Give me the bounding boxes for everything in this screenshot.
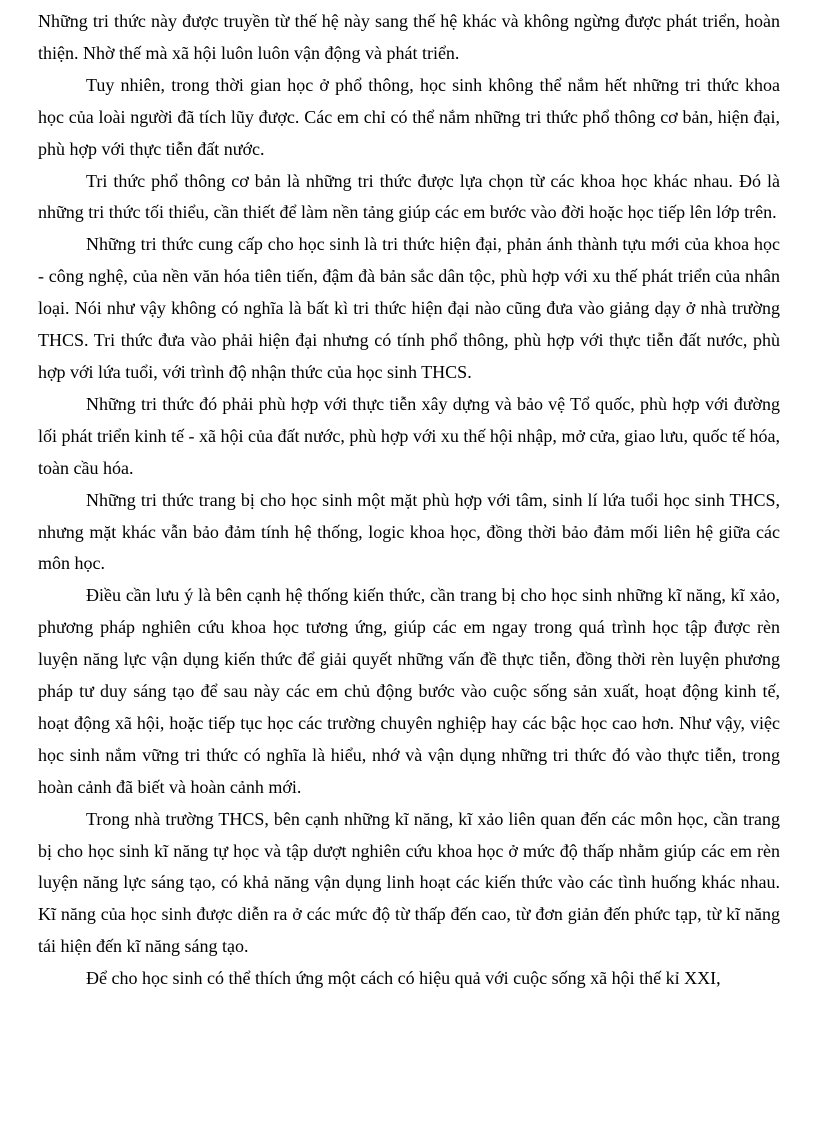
paragraph-general-knowledge: Tuy nhiên, trong thời gian học ở phổ thông, học sinh không thể nắm hết những tri thức khoa học của loài người đã tích lũy được. Các em chỉ có thể nắm những tri thức phổ thông cơ bản, hiện đại, phù hợp với thực tiễn đất nước.: [38, 74, 780, 159]
paragraph-thcs-skills: Trong nhà trường THCS, bên cạnh những kĩ năng, kĩ xảo liên quan đến các môn học, cần trang bị cho học sinh kĩ năng tự học và tập dượt nghiên cứu khoa học ở mức độ thấp nhằm giúp các em rèn luyện năng lực sáng tạo, có khả năng vận dụng linh hoạt các kiến thức vào các tình huống khác nhau. Kĩ năng của học sinh được diễn ra ở các mức độ từ thấp đến cao, từ đơn giản đến phức tạp, từ kĩ năng tái hiện đến kĩ năng sáng tạo.: [38, 808, 780, 957]
paragraph-age-appropriate: Những tri thức trang bị cho học sinh một mặt phù hợp với tâm, sinh lí lứa tuổi học sinh THCS, nhưng mặt khác vẫn bảo đảm tính hệ thống, logic khoa học, đồng thời bảo đảm mối liên hệ giữa các môn học.: [38, 489, 780, 574]
paragraph-skills: Điều cần lưu ý là bên cạnh hệ thống kiến thức, cần trang bị cho học sinh những kĩ năng, kĩ xảo, phương pháp nghiên cứu khoa học tương ứng, giúp các em ngay trong quá trình học tập được rèn luyện năng lực vận dụng kiến thức để giải quyết những vấn đề thực tiễn, đồng thời rèn luyện phương pháp tư duy sáng tạo để sau này các em chủ động bước vào cuộc sống sản xuất, hoạt động kinh tế, hoạt động xã hội, hoặc tiếp tục học các trường chuyên nghiệp hay các bậc học cao hơn. Như vậy, việc học sinh nắm vững tri thức có nghĩa là hiểu, nhớ và vận dụng những tri thức đó vào thực tiễn, trong hoàn cảnh đã biết và hoàn cảnh mới.: [38, 585, 780, 797]
paragraph-adaptation: Để cho học sinh có thể thích ứng một cách có hiệu quả với cuộc sống xã hội thế kỉ XXI,: [86, 968, 721, 989]
paragraph-continuation: Những tri thức này được truyền từ thế hệ này sang thế hệ khác và không ngừng được phát triển, hoàn thiện. Nhờ thế mà xã hội luôn luôn vận động và phát triển.: [38, 11, 780, 63]
paragraph-national-practice: Những tri thức đó phải phù hợp với thực tiễn xây dựng và bảo vệ Tổ quốc, phù hợp với đường lối phát triển kinh tế - xã hội của đất nước, phù hợp với xu thế hội nhập, mở cửa, giao lưu, quốc tế hóa, toàn cầu hóa.: [38, 393, 780, 478]
document-page: [38, 6, 780, 995]
paragraph-modern-knowledge: Những tri thức cung cấp cho học sinh là tri thức hiện đại, phản ánh thành tựu mới của khoa học - công nghệ, của nền văn hóa tiên tiến, đậm đà bản sắc dân tộc, phù hợp với xu thế phát triển của nhân loại. Nói như vậy không có nghĩa là bất kì tri thức hiện đại nào cũng đưa vào giảng dạy ở nhà trường THCS. Tri thức đưa vào phải hiện đại nhưng có tính phổ thông, phù hợp với thực tiễn đất nước, phù hợp với lứa tuổi, với trình độ nhận thức của học sinh THCS.: [38, 234, 780, 382]
paragraph-basic-knowledge: Tri thức phổ thông cơ bản là những tri thức được lựa chọn từ các khoa học khác nhau. Đó là những tri thức tối thiểu, cần thiết để làm nền tảng giúp các em bước vào đời hoặc học tiếp lên lớp trên.: [38, 170, 780, 223]
